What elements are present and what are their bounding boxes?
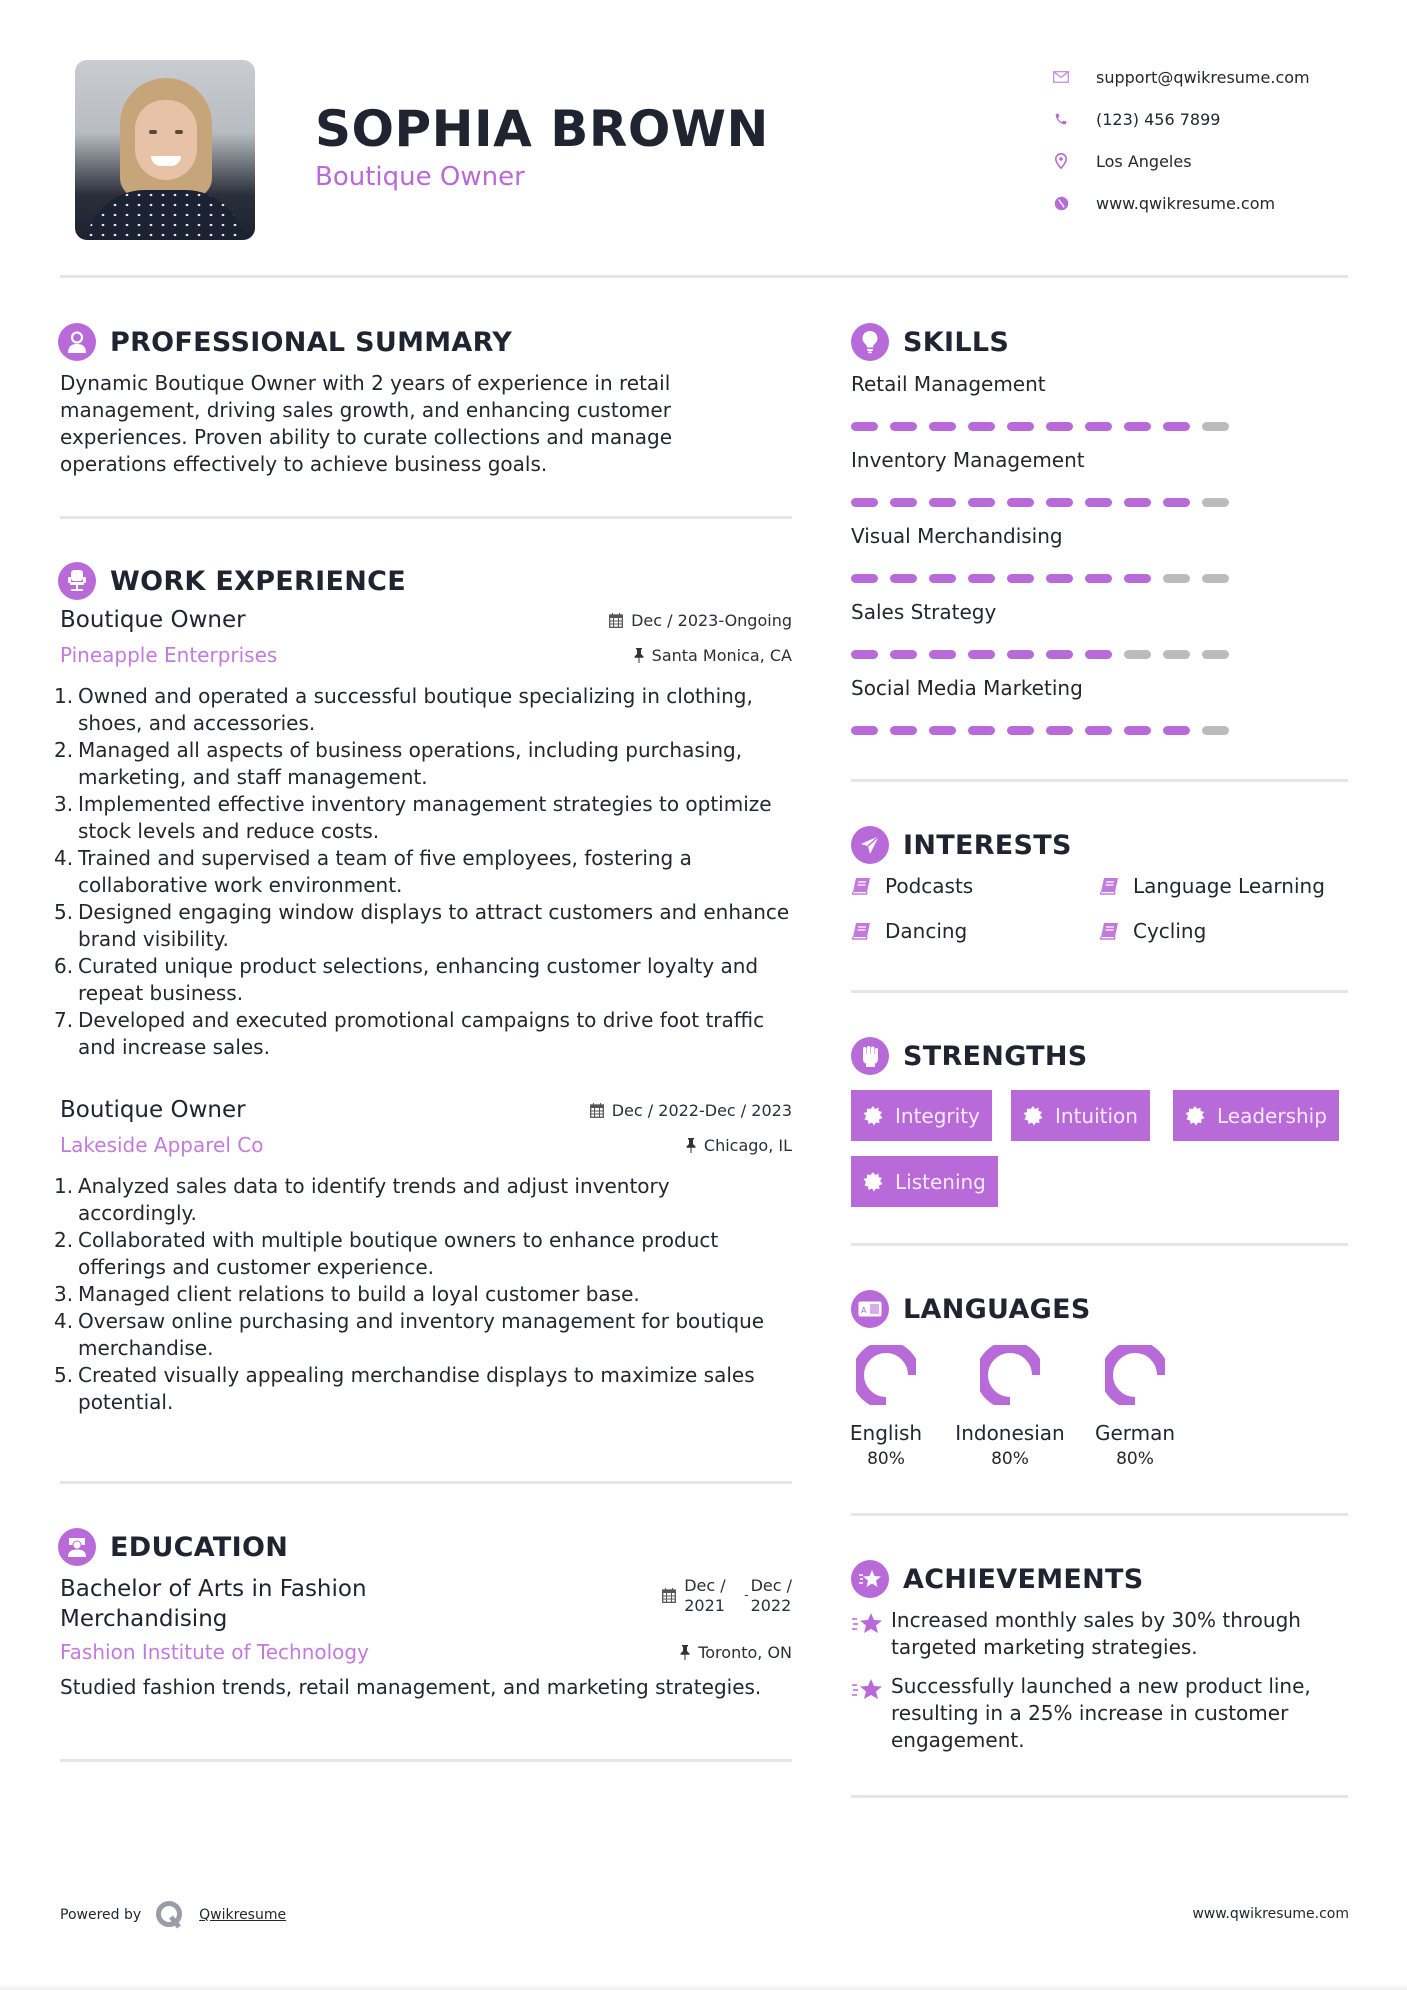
interest-label: Language Learning [1133,874,1325,898]
education-title: EDUCATION [110,1531,289,1563]
header-divider [60,275,1348,278]
rating-dot-empty [1202,726,1229,735]
strength-chip [851,1156,998,1207]
summary-text: Dynamic Boutique Owner with 2 years of experience in retail management, driving sales growth, and enhancing customer experiences. Proven ability to curate collections and manage operations effectively to achieve business goals. [60,371,673,476]
job-bullet: 2. Collaborated with multiple boutique owners to enhance product offerings and customer experience. [54,1228,719,1279]
globe-icon [1050,192,1072,214]
languages-title: LANGUAGES [903,1293,1091,1325]
achievement-text: Increased monthly sales by 30% through targeted marketing strategies. [891,1608,1301,1659]
rating-dot-filled [929,726,956,735]
map-pin-icon [1050,150,1072,172]
badge-burst-icon [863,1172,883,1192]
achievements-heading [851,1560,1144,1598]
footer-powered-by [60,1900,286,1930]
contact-website[interactable] [1050,182,1310,224]
language-ring [980,1345,1040,1405]
job-location [634,646,792,665]
language-percent: 80% [991,1449,1029,1469]
pushpin-icon [686,1138,696,1153]
strength-label: Intuition [1055,1103,1138,1128]
interest-item [1099,919,1206,943]
skills-title: SKILLS [903,326,1010,358]
skills-divider [851,779,1348,782]
achievements-title: ACHIEVEMENTS [903,1563,1144,1595]
job-bullet: 1. Analyzed sales data to identify trends and adjust inventory accordingly. [54,1174,670,1225]
footer-website[interactable]: www.qwikresume.com [1192,1906,1349,1922]
languages-divider [851,1513,1348,1516]
rating-dot-filled [1085,726,1112,735]
education-location-text: Toronto, ON [698,1642,792,1662]
job-bullet: 5. Designed engaging window displays to attract customers and enhance brand visibility. [54,900,790,951]
rating-dot-filled [1163,498,1190,507]
office-chair-icon [58,562,96,600]
rating-dot-filled [851,726,878,735]
rating-dot-filled [968,498,995,507]
skill-item [851,524,1271,583]
calendar-icon [590,1103,604,1118]
badge-burst-icon [1023,1106,1043,1126]
job-entry [54,1097,792,1416]
achievement-item [851,1607,1351,1661]
rating-dot-empty [1202,574,1229,583]
language-item [826,1345,946,1469]
job-bullet: 3. Managed client relations to build a loyal customer base. [54,1282,640,1306]
job-dates-text: Dec / 2022-Dec / 2023 [611,1100,792,1120]
language-name: Indonesian [955,1421,1065,1445]
job-title: Boutique Owner [60,1097,246,1123]
rating-dot-filled [1124,574,1151,583]
rating-dot-filled [929,422,956,431]
calendar-icon [609,613,623,628]
language-percent: 80% [867,1449,905,1469]
achievements-divider [851,1795,1348,1798]
rating-dot-filled [1007,422,1034,431]
summary-heading [58,323,512,361]
rating-dot-filled [1007,650,1034,659]
rating-dot-filled [1124,726,1151,735]
language-item [1075,1345,1195,1469]
interests-heading [851,826,1072,864]
candidate-name: SOPHIA BROWN [315,100,769,158]
degree-line: Bachelor of Arts in Fashion [60,1576,367,1602]
rating-dot-filled [929,574,956,583]
lightbulb-icon [851,323,889,361]
strengths-title: STRENGTHS [903,1040,1088,1072]
job-bullets [54,1173,792,1416]
language-item [950,1345,1070,1469]
education-description: Studied fashion trends, retail management, and marketing strategies. [60,1675,762,1699]
degree-line: Merchandising [60,1606,228,1632]
photo-eye [149,130,157,134]
rating-dot-filled [890,422,917,431]
rating-dot-filled [890,650,917,659]
interest-item [851,874,973,898]
job-bullet: 5. Created visually appealing merchandise displays to maximize sales potential. [54,1363,755,1414]
rating-dot-filled [929,650,956,659]
rating-dot-filled [968,650,995,659]
pushpin-icon [634,648,644,663]
job-dates [590,1101,792,1120]
rating-dot-filled [1163,422,1190,431]
book-icon [1099,922,1119,940]
job-company: Lakeside Apparel Co [60,1133,264,1157]
job-title: Boutique Owner [60,607,246,633]
qwikresume-logo-icon [155,1900,185,1930]
job-bullets [54,683,792,1061]
skill-rating [851,574,1271,583]
job-location-text: Santa Monica, CA [651,645,792,665]
degree [60,1574,367,1634]
summary-divider [60,516,792,519]
interests-divider [851,990,1348,993]
rating-dot-filled [929,498,956,507]
skill-name: Sales Strategy [851,600,997,624]
star-badge-icon [851,1560,889,1598]
rating-dot-filled [1007,498,1034,507]
summary-title: PROFESSIONAL SUMMARY [110,326,513,358]
rating-dot-filled [890,726,917,735]
education-location [680,1643,792,1662]
strength-chip [851,1090,992,1141]
candidate-title: Boutique Owner [315,162,525,192]
job-dates-text: Dec / 2023-Ongoing [631,610,792,630]
education-heading [58,1528,288,1566]
job-bullet: 6. Curated unique product selections, enhancing customer loyalty and repeat business. [54,954,759,1005]
graduate-icon [58,1528,96,1566]
education-end: Dec / 2022 [750,1576,792,1615]
phone-icon [1050,108,1072,130]
rating-dot-filled [1046,498,1073,507]
rating-dot-filled [1124,422,1151,431]
language-percent: 80% [1116,1449,1154,1469]
interests-title: INTERESTS [903,829,1072,861]
svg-text:A: A [861,1306,867,1315]
language-ring [1105,1345,1165,1405]
interest-label: Podcasts [885,874,974,898]
rating-dot-filled [1046,650,1073,659]
contact-email[interactable] [1050,56,1310,98]
strength-label: Listening [895,1169,986,1194]
interest-label: Dancing [885,919,968,943]
job-entry [54,607,792,1061]
rating-dot-filled [968,574,995,583]
skill-rating [851,726,1271,735]
achievement-text: Successfully launched a new product line, resulting in a 25% increase in customer engagement. [891,1674,1311,1752]
paper-plane-icon [851,826,889,864]
rating-dot-filled [851,422,878,431]
contact-location-text: Los Angeles [1096,151,1192,171]
experience-divider [60,1481,792,1484]
rating-dot-filled [1046,422,1073,431]
skills-heading [851,323,1009,361]
contact-email-text: support@qwikresume.com [1096,67,1310,87]
skill-item [851,600,1271,659]
education-entry [60,1574,792,1701]
translate-icon [851,1290,889,1328]
rating-dot-filled [968,422,995,431]
skill-name: Retail Management [851,372,1046,396]
badge-burst-icon [863,1106,883,1126]
contact-list [1050,56,1310,224]
rating-dot-filled [1163,726,1190,735]
shooting-star-icon [851,1673,891,1754]
strength-chip [1173,1090,1339,1141]
education-dates [662,1576,792,1634]
date-separator: - [744,1588,749,1602]
job-bullet: 7. Developed and executed promotional campaigns to drive foot traffic and increase sales. [54,1008,765,1059]
job-bullet: 1. Owned and operated a successful boutique specializing in clothing, shoes, and accessories. [54,684,753,735]
interest-label: Cycling [1133,919,1207,943]
rating-dot-filled [1085,422,1112,431]
rating-dot-empty [1202,422,1229,431]
language-name: German [1094,1421,1176,1445]
badge-burst-icon [1185,1106,1205,1126]
book-icon [851,877,871,895]
skill-rating [851,498,1271,507]
photo-eye [175,130,183,134]
job-location [686,1136,792,1155]
achievement-item [851,1673,1351,1754]
skill-name: Social Media Marketing [851,676,1083,700]
language-ring [856,1345,916,1405]
photo-face [135,100,197,180]
school-name: Fashion Institute of Technology [60,1640,369,1664]
pushpin-icon [680,1645,690,1660]
job-bullet: 3. Implemented effective inventory management strategies to optimize stock levels and reduce costs. [54,792,772,843]
calendar-icon [662,1588,676,1603]
contact-phone[interactable] [1050,98,1310,140]
rating-dot-filled [968,726,995,735]
job-bullet: 2. Managed all aspects of business operations, including purchasing, marketing, and staff management. [54,738,743,789]
contact-location [1050,140,1310,182]
rating-dot-filled [890,498,917,507]
rating-dot-filled [1124,498,1151,507]
envelope-icon [1050,66,1072,88]
skill-rating [851,650,1271,659]
skill-item [851,676,1271,735]
strength-label: Leadership [1217,1103,1327,1128]
strength-chip [1011,1090,1150,1141]
rating-dot-filled [851,498,878,507]
interest-item [851,919,967,943]
rating-dot-filled [851,574,878,583]
job-bullet: 4. Trained and supervised a team of five employees, fostering a collaborative work environment. [54,846,692,897]
rating-dot-filled [1007,574,1034,583]
book-icon [851,922,871,940]
experience-heading [58,562,406,600]
rating-dot-empty [1202,650,1229,659]
interest-item [1099,874,1325,898]
rating-dot-filled [1085,650,1112,659]
language-name: English [849,1421,923,1445]
contact-phone-text: (123) 456 7899 [1096,109,1221,129]
rating-dot-filled [1007,726,1034,735]
rating-dot-filled [1046,574,1073,583]
profile-photo [75,60,255,240]
education-divider [60,1759,792,1762]
qwikresume-link[interactable]: Qwikresume [199,1907,287,1923]
contact-website-text: www.qwikresume.com [1096,193,1276,213]
rating-dot-empty [1124,650,1151,659]
job-company: Pineapple Enterprises [60,643,278,667]
skill-name: Visual Merchandising [851,524,1063,548]
strengths-divider [851,1243,1348,1246]
rating-dot-filled [1085,574,1112,583]
skill-item [851,448,1271,507]
job-dates [609,611,792,630]
rating-dot-filled [890,574,917,583]
raised-fist-icon [851,1037,889,1075]
experience-title: WORK EXPERIENCE [110,565,406,597]
languages-heading [851,1290,1091,1328]
shooting-star-icon [851,1607,891,1661]
rating-dot-empty [1163,650,1190,659]
skill-name: Inventory Management [851,448,1085,472]
job-location-text: Chicago, IL [703,1135,792,1155]
skill-item [851,372,1271,431]
photo-shirt [85,190,245,240]
job-bullet: 4. Oversaw online purchasing and inventory management for boutique merchandise. [54,1309,765,1360]
strength-label: Integrity [895,1103,980,1128]
book-icon [1099,877,1119,895]
skill-rating [851,422,1271,431]
user-icon [58,323,96,361]
rating-dot-empty [1202,498,1229,507]
rating-dot-filled [1046,726,1073,735]
strengths-heading [851,1037,1088,1075]
rating-dot-filled [851,650,878,659]
page-bottom-edge [0,1984,1407,1990]
rating-dot-empty [1163,574,1190,583]
rating-dot-filled [1085,498,1112,507]
powered-by-label: Powered by [60,1907,142,1923]
education-start: Dec / 2021 [684,1576,726,1615]
